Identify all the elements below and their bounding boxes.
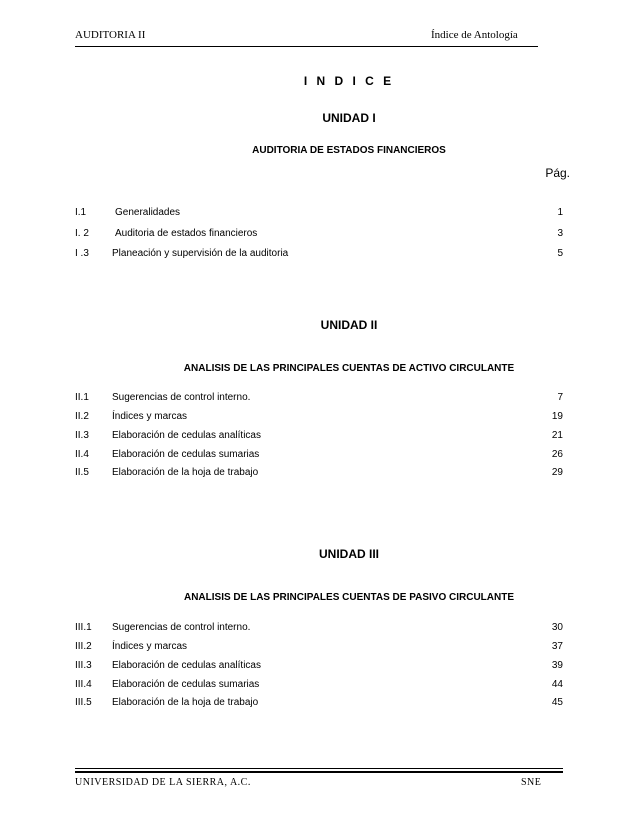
- header-left: AUDITORIA II: [75, 29, 146, 41]
- toc-entry[interactable]: [75, 679, 563, 695]
- entry-number: II.2: [75, 411, 89, 422]
- entry-text: Elaboración de cedulas analíticas: [112, 430, 261, 441]
- entry-page: 1: [557, 207, 563, 218]
- header-rule: [75, 46, 538, 47]
- entry-text: Índices y marcas: [112, 411, 188, 422]
- toc-entry[interactable]: [75, 449, 563, 465]
- unit-1-section: AUDITORIA DE ESTADOS FINANCIEROS: [252, 145, 446, 156]
- unit-1-title: UNIDAD I: [322, 111, 376, 125]
- entry-number: I .3: [75, 248, 89, 259]
- page-title: I N D I C E: [303, 74, 395, 88]
- entry-page: 21: [551, 430, 563, 441]
- entry-number: II.4: [75, 449, 89, 460]
- entry-page: 7: [557, 392, 563, 403]
- entry-number: III.2: [75, 641, 92, 652]
- entry-text: Elaboración de cedulas analíticas: [112, 660, 261, 671]
- toc-entry[interactable]: [75, 228, 563, 244]
- entry-number: II.5: [75, 467, 89, 478]
- entry-number: I.1: [75, 207, 87, 218]
- entry-page: 45: [551, 697, 563, 708]
- toc-entry[interactable]: [75, 697, 563, 713]
- entry-text: Planeación y supervisión de la auditoria: [112, 248, 289, 259]
- entry-page: 44: [551, 679, 563, 690]
- unit-2-section: ANALISIS DE LAS PRINCIPALES CUENTAS DE ACTIVO CIRCULANTE: [183, 363, 515, 374]
- unit-3-section: ANALISIS DE LAS PRINCIPALES CUENTAS DE PASIVO CIRCULANTE: [183, 592, 515, 603]
- entry-page: 30: [551, 622, 563, 633]
- entry-text: Elaboración de la hoja de trabajo: [112, 467, 259, 478]
- footer-rule: [75, 768, 563, 769]
- entry-page: 19: [551, 411, 563, 422]
- header-right: Índice de Antología: [431, 29, 518, 41]
- entry-page: 29: [551, 467, 563, 478]
- toc-entry[interactable]: [75, 207, 563, 223]
- entry-page: 39: [551, 660, 563, 671]
- footer-left: UNIVERSIDAD DE LA SIERRA, A.C.: [75, 777, 251, 788]
- entry-number: III.4: [75, 679, 92, 690]
- toc-entry[interactable]: [75, 392, 563, 408]
- entry-text: Sugerencias de control interno.: [112, 622, 251, 633]
- unit-3-title: UNIDAD III: [319, 547, 379, 561]
- entry-text: Elaboración de cedulas sumarias: [112, 679, 260, 690]
- entry-number: II.1: [75, 392, 89, 403]
- entry-text: Sugerencias de control interno.: [112, 392, 251, 403]
- entry-page: 26: [551, 449, 563, 460]
- toc-entry[interactable]: [75, 641, 563, 657]
- toc-entry[interactable]: [75, 467, 563, 483]
- toc-entry[interactable]: [75, 430, 563, 446]
- entry-text: Elaboración de cedulas sumarias: [112, 449, 260, 460]
- footer-right: SNE: [521, 777, 542, 788]
- entry-page: 37: [551, 641, 563, 652]
- page-column-label: Pág.: [545, 166, 570, 180]
- entry-number: II.3: [75, 430, 89, 441]
- unit-2-title: UNIDAD II: [320, 318, 378, 332]
- toc-entry[interactable]: [75, 411, 563, 427]
- toc-entry[interactable]: [75, 660, 563, 676]
- entry-page: 3: [557, 228, 563, 239]
- entry-text: Auditoria de estados financieros: [115, 228, 258, 239]
- toc-entry[interactable]: [75, 622, 563, 638]
- entry-text: Elaboración de la hoja de trabajo: [112, 697, 259, 708]
- entry-page: 5: [557, 248, 563, 259]
- toc-entry[interactable]: [75, 248, 563, 264]
- entry-number: III.5: [75, 697, 92, 708]
- entry-text: Generalidades: [115, 207, 181, 218]
- entry-number: III.1: [75, 622, 92, 633]
- entry-text: Índices y marcas: [112, 641, 188, 652]
- entry-number: III.3: [75, 660, 92, 671]
- entry-number: I. 2: [75, 228, 89, 239]
- footer-rule-thick: [75, 771, 563, 773]
